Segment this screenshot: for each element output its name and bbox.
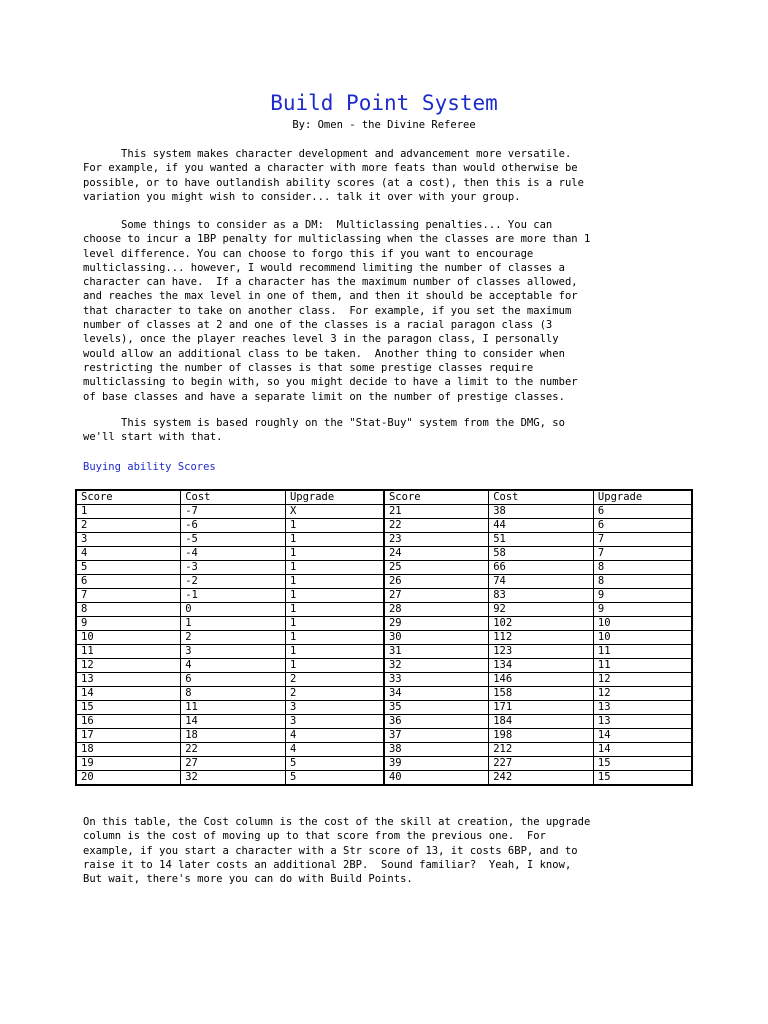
table-cell: 18 <box>181 729 286 743</box>
table-cell: 10 <box>76 631 181 645</box>
table-cell: 23 <box>384 533 489 547</box>
table-cell: 35 <box>384 701 489 715</box>
table-cell: 30 <box>384 631 489 645</box>
table-cell: 5 <box>285 757 384 771</box>
table-cell: 6 <box>593 519 692 533</box>
stat-buy-paragraph: This system is based roughly on the "Stat-Buy" system from the DMG, so we'll start with that. <box>83 417 565 444</box>
table-cell: 6 <box>593 505 692 519</box>
table-cell: 27 <box>181 757 286 771</box>
table-cell: 4 <box>285 743 384 757</box>
table-cell: 212 <box>489 743 594 757</box>
table-cell: 123 <box>489 645 594 659</box>
table-cell: 1 <box>285 547 384 561</box>
table-cell: 4 <box>181 659 286 673</box>
table-cell: 3 <box>285 715 384 729</box>
table-cell: 40 <box>384 771 489 786</box>
table-cell: 29 <box>384 617 489 631</box>
table-cell: 12 <box>76 659 181 673</box>
table-cell: 32 <box>384 659 489 673</box>
table-cell: 11 <box>76 645 181 659</box>
table-cell: 14 <box>593 729 692 743</box>
table-row <box>76 701 692 715</box>
table-cell: 74 <box>489 575 594 589</box>
table-cell: -6 <box>181 519 286 533</box>
table-cell: 1 <box>181 617 286 631</box>
table-cell: 1 <box>285 603 384 617</box>
table-cell: 242 <box>489 771 594 786</box>
table-cell: 171 <box>489 701 594 715</box>
table-cell: 9 <box>76 617 181 631</box>
table-cell: 32 <box>181 771 286 786</box>
table-row <box>76 729 692 743</box>
table-cell: -1 <box>181 589 286 603</box>
document-title: Build Point System <box>270 91 498 115</box>
table-cell: 12 <box>593 673 692 687</box>
table-cell: 31 <box>384 645 489 659</box>
table-cell: 1 <box>285 617 384 631</box>
table-cell: 11 <box>593 645 692 659</box>
column-header: Upgrade <box>285 490 384 505</box>
table-cell: 1 <box>285 659 384 673</box>
table-cell: 227 <box>489 757 594 771</box>
table-cell: 38 <box>489 505 594 519</box>
table-cell: 36 <box>384 715 489 729</box>
table-row <box>76 743 692 757</box>
table-cell: 92 <box>489 603 594 617</box>
author-byline: By: Omen - the Divine Referee <box>292 119 476 131</box>
table-row <box>76 603 692 617</box>
table-cell: 8 <box>76 603 181 617</box>
table-cell: 6 <box>76 575 181 589</box>
table-cell: 58 <box>489 547 594 561</box>
intro-paragraph: This system makes character development and advancement more versatile. For example, if you wanted a character with more feats than would otherwise be possible, or to have outlandish ability scores (at a cost), then this is a rule variation you might wish to consider... talk it over with your group. <box>83 148 584 203</box>
table-cell: 7 <box>76 589 181 603</box>
table-cell: 134 <box>489 659 594 673</box>
table-cell: 102 <box>489 617 594 631</box>
column-header: Score <box>76 490 181 505</box>
column-header: Cost <box>181 490 286 505</box>
table-cell: 9 <box>593 589 692 603</box>
table-cell: 7 <box>593 533 692 547</box>
section-heading: Buying ability Scores <box>83 461 216 473</box>
table-cell: 25 <box>384 561 489 575</box>
table-cell: -7 <box>181 505 286 519</box>
table-cell: 51 <box>489 533 594 547</box>
table-cell: 7 <box>593 547 692 561</box>
table-cell: 11 <box>593 659 692 673</box>
table-cell: 26 <box>384 575 489 589</box>
table-cell: 19 <box>76 757 181 771</box>
table-cell: X <box>285 505 384 519</box>
table-cell: -5 <box>181 533 286 547</box>
table-cell: 8 <box>593 575 692 589</box>
column-header: Cost <box>489 490 594 505</box>
table-cell: 6 <box>181 673 286 687</box>
table-cell: 3 <box>181 645 286 659</box>
table-cell: 27 <box>384 589 489 603</box>
table-cell: 24 <box>384 547 489 561</box>
table-cell: 33 <box>384 673 489 687</box>
table-cell: 198 <box>489 729 594 743</box>
table-row <box>76 575 692 589</box>
table-cell: 5 <box>285 771 384 786</box>
table-cell: 15 <box>593 771 692 786</box>
table-cell: 4 <box>76 547 181 561</box>
table-cell: 17 <box>76 729 181 743</box>
table-cell: 37 <box>384 729 489 743</box>
table-cell: 2 <box>285 687 384 701</box>
table-cell: 14 <box>76 687 181 701</box>
table-row <box>76 771 692 786</box>
table-cell: 83 <box>489 589 594 603</box>
table-cell: 146 <box>489 673 594 687</box>
table-cell: 16 <box>76 715 181 729</box>
table-cell: 34 <box>384 687 489 701</box>
table-cell: 15 <box>593 757 692 771</box>
table-cell: 38 <box>384 743 489 757</box>
table-cell: 13 <box>593 701 692 715</box>
table-cell: 2 <box>285 673 384 687</box>
table-cell: 2 <box>181 631 286 645</box>
table-cell: 0 <box>181 603 286 617</box>
table-cell: 22 <box>384 519 489 533</box>
table-cell: -4 <box>181 547 286 561</box>
table-row <box>76 505 692 519</box>
table-cell: 22 <box>181 743 286 757</box>
table-cell: 20 <box>76 771 181 786</box>
table-row <box>76 757 692 771</box>
table-cell: 1 <box>285 561 384 575</box>
table-cell: 14 <box>181 715 286 729</box>
table-cell: 10 <box>593 631 692 645</box>
table-cell: 1 <box>285 575 384 589</box>
table-cell: 1 <box>285 533 384 547</box>
table-cell: 1 <box>285 519 384 533</box>
table-row <box>76 645 692 659</box>
table-row <box>76 589 692 603</box>
table-cell: 1 <box>285 631 384 645</box>
table-explanation-paragraph: On this table, the Cost column is the cost of the skill at creation, the upgrade column is the cost of moving up to that score from the previous one. For example, if you start a character with a Str score of 13, it costs 6BP, and to raise it to 14 later costs an additional 2BP. Sound familiar? Yeah, I know, But wait, there's more you can do with Build Points. <box>83 816 591 886</box>
table-header-row <box>76 490 692 505</box>
table-row <box>76 617 692 631</box>
table-cell: 14 <box>593 743 692 757</box>
dm-considerations-paragraph: Some things to consider as a DM: Multiclassing penalties... You can choose to incur a 1BP penalty for multiclassing when the classes are more than 1 level difference. You can choose to forgo this if you want to encourage multiclassing... however, I would recommend limiting the number of classes a character can have. If a character has the maximum number of classes allowed, and reaches the max level in one of them, and then it should be acceptable for that character to take on another class. For example, if you set the maximum number of classes at 2 and one of the classes is a racial paragon class (3 levels), once the player reaches level 3 in the paragon class, I personally would allow an additional class to be taken. Another thing to consider when restricting the number of classes is that some prestige classes require multiclassing to begin with, so you might decide to have a limit to the number of base classes and have a separate limit on the number of prestige classes. <box>83 219 591 403</box>
table-cell: -3 <box>181 561 286 575</box>
table-row <box>76 659 692 673</box>
table-cell: 1 <box>76 505 181 519</box>
table-cell: -2 <box>181 575 286 589</box>
column-header: Score <box>384 490 489 505</box>
table-cell: 1 <box>285 645 384 659</box>
column-header: Upgrade <box>593 490 692 505</box>
table-row <box>76 715 692 729</box>
table-cell: 5 <box>76 561 181 575</box>
table-cell: 21 <box>384 505 489 519</box>
table-cell: 28 <box>384 603 489 617</box>
table-cell: 18 <box>76 743 181 757</box>
table-row <box>76 547 692 561</box>
table-cell: 3 <box>285 701 384 715</box>
table-cell: 44 <box>489 519 594 533</box>
table-cell: 8 <box>593 561 692 575</box>
table-cell: 39 <box>384 757 489 771</box>
table-cell: 3 <box>76 533 181 547</box>
table-row <box>76 533 692 547</box>
table-cell: 1 <box>285 589 384 603</box>
table-cell: 2 <box>76 519 181 533</box>
table-row <box>76 519 692 533</box>
table-cell: 112 <box>489 631 594 645</box>
table-cell: 4 <box>285 729 384 743</box>
table-cell: 8 <box>181 687 286 701</box>
table-cell: 9 <box>593 603 692 617</box>
table-cell: 13 <box>593 715 692 729</box>
table-row <box>76 631 692 645</box>
table-row <box>76 673 692 687</box>
table-cell: 11 <box>181 701 286 715</box>
ability-score-table <box>75 489 693 786</box>
table-cell: 12 <box>593 687 692 701</box>
table-cell: 158 <box>489 687 594 701</box>
table-row <box>76 687 692 701</box>
table-body <box>76 505 692 786</box>
table-cell: 10 <box>593 617 692 631</box>
table-cell: 15 <box>76 701 181 715</box>
table-cell: 66 <box>489 561 594 575</box>
table-cell: 13 <box>76 673 181 687</box>
table-cell: 184 <box>489 715 594 729</box>
table-row <box>76 561 692 575</box>
